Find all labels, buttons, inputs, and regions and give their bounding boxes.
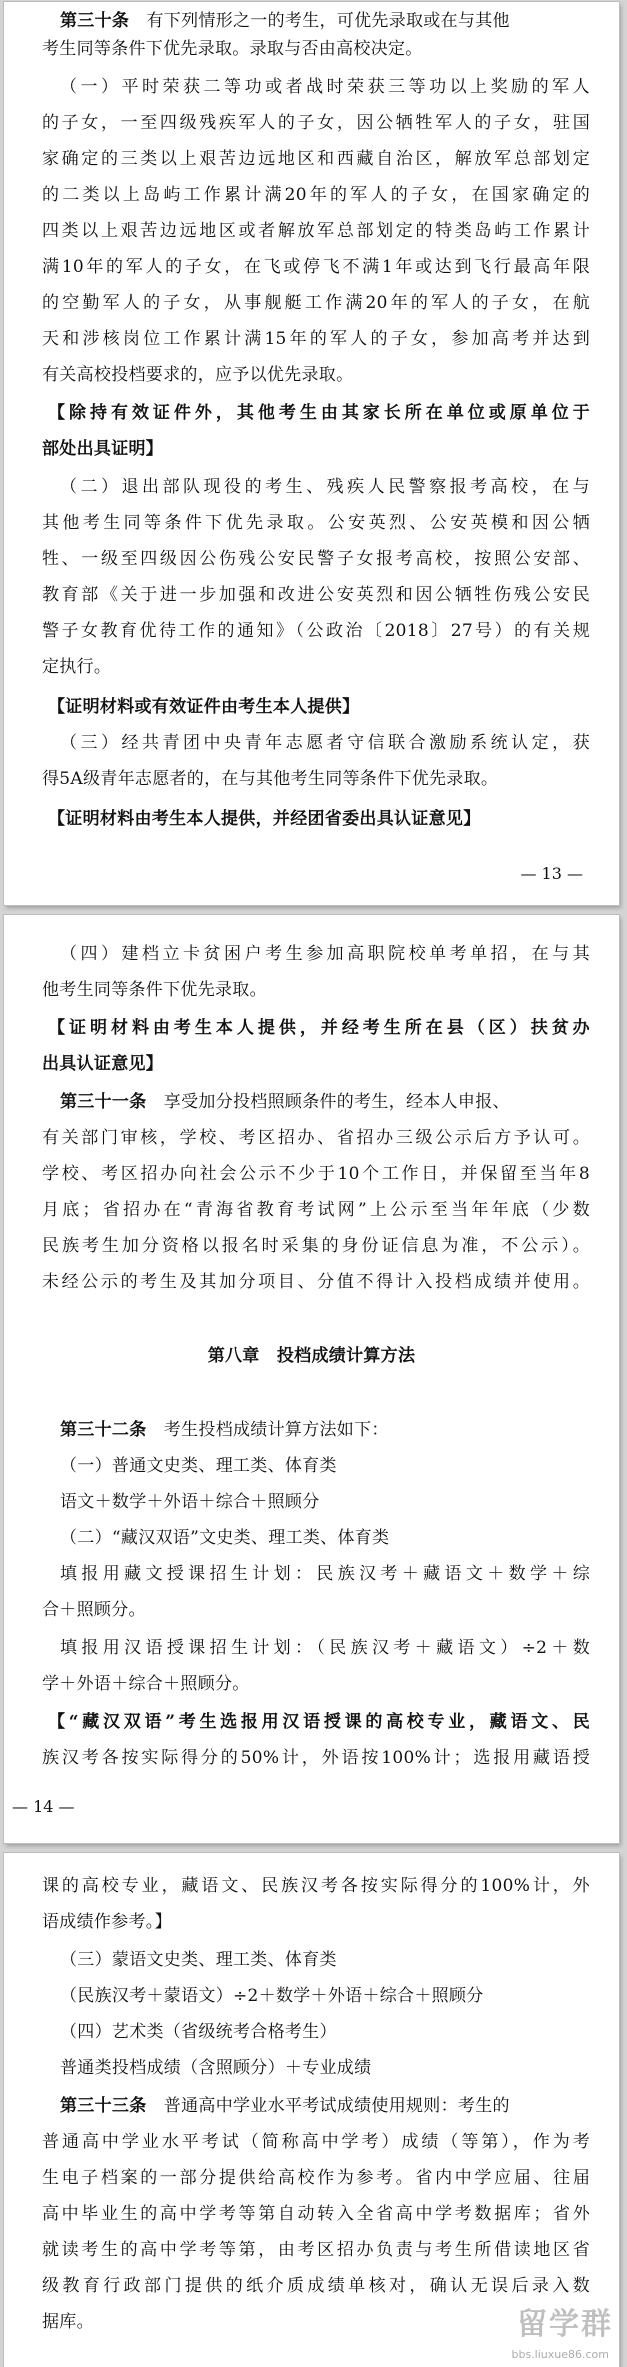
page-number: — 14 — bbox=[12, 1797, 75, 1816]
text-span: 享受加分投档照顾条件的考生，经本人申报、 bbox=[146, 1092, 510, 1112]
text-line: 他考生同等条件下优先录取。 bbox=[42, 980, 267, 1000]
text-line: 生电子档案的一部分提供给高校作为参考。省内中学应届、往届 bbox=[42, 2168, 590, 2188]
text-line: 警子女教育优待工作的通知》（公政治〔2018〕27号）的有关规 bbox=[42, 621, 590, 641]
document-page-13 bbox=[4, 2, 619, 905]
text-span: 有下列情形之一的考生，可优先录取或在与其他 bbox=[129, 11, 510, 31]
text-line: 族汉考各按实际得分的50%计，外语按100%计；选报用藏语授 bbox=[42, 1748, 590, 1768]
bracket-note: 【除持有效证件外，其他考生由其家长所在单位或原单位于 bbox=[48, 403, 590, 423]
text-line: （三）蒙语文史类、理工类、体育类 bbox=[60, 1950, 337, 1970]
article-31-label: 第三十一条 bbox=[60, 1092, 147, 1112]
text-line: 就读考生的高中学考等第，由考区招办负责与考生所借读地区省 bbox=[42, 2240, 590, 2260]
text-line: 未经公示的考生及其加分项目、分值不得计入投档成绩并使用。 bbox=[42, 1272, 590, 1292]
article-33-heading-line bbox=[60, 2095, 590, 2119]
text-line: 的子女，一至四级残疾军人的子女，因公牺牲军人的子女，驻国 bbox=[42, 113, 590, 133]
bracket-note: 【证明材料由考生本人提供，并经团省委出具认证意见】 bbox=[48, 809, 481, 829]
formula-line: 普通类投档成绩（含照顾分）＋专业成绩 bbox=[60, 2058, 372, 2078]
text-line: 定执行。 bbox=[42, 657, 112, 677]
article-33-label: 第三十三条 bbox=[60, 2096, 147, 2116]
formula-line: 语文＋数学＋外语＋综合＋照顾分 bbox=[60, 1492, 320, 1512]
text-line: 家确定的三类以上艰苦边远地区和西藏自治区，解放军总部划定 bbox=[42, 149, 590, 169]
text-span: 考生投档成绩计算方法如下： bbox=[146, 1420, 389, 1440]
text-line: 合＋照顾分。 bbox=[42, 1600, 146, 1620]
text-line: （四）艺术类（省级统考合格考生） bbox=[60, 2022, 337, 2042]
text-line: 填报用藏文授课招生计划：民族汉考＋藏语文＋数学＋综 bbox=[60, 1564, 590, 1584]
chapter-heading: 第八章 投档成绩计算方法 bbox=[207, 1346, 416, 1366]
bracket-note: 出具认证意见】 bbox=[42, 1054, 164, 1074]
article-30-heading-line bbox=[60, 10, 590, 34]
text-line: 得5A级青年志愿者的，在与其他考生同等条件下优先录取。 bbox=[42, 769, 499, 789]
text-line: （二）“藏汉双语”文史类、理工类、体育类 bbox=[60, 1528, 390, 1548]
text-line: （一）普通文史类、理工类、体育类 bbox=[60, 1456, 337, 1476]
text-line: （三）经共青团中央青年志愿者守信联合激励系统认定，获 bbox=[60, 733, 590, 753]
text-line: 考生同等条件下优先录取。录取与否由高校决定。 bbox=[42, 39, 423, 59]
text-line: 学＋外语＋综合＋照顾分。 bbox=[42, 1674, 250, 1694]
article-31-heading-line bbox=[60, 1091, 590, 1115]
text-line: 普通高中学业水平考试（简称高中学考）成绩（等第），作为考 bbox=[42, 2132, 590, 2152]
bracket-note: 部处出具证明】 bbox=[42, 439, 164, 459]
text-line: （四）建档立卡贫困户考生参加高职院校单考单招，在与其 bbox=[60, 944, 590, 964]
text-line: （二）退出部队现役的考生、残疾人民警察报考高校，在与 bbox=[60, 477, 590, 497]
text-line: 有关部门审核，学校、考区招办、省招办三级公示后方予认可。 bbox=[42, 1128, 590, 1148]
text-line: 民族考生加分资格以报名时采集的身份证信息为准，不公示）。 bbox=[42, 1236, 590, 1256]
text-line: 教育部《关于进一步加强和改进公安英烈和因公牺牲伤残公安民 bbox=[42, 585, 590, 605]
text-line: 语成绩作参考。】 bbox=[42, 1912, 172, 1932]
document-page-14 bbox=[4, 915, 619, 1843]
text-line: 月底；省招办在“青海省教育考试网”上公示至当年年底（少数 bbox=[42, 1200, 590, 1220]
text-line: 牲、一级至四级因公伤残公安民警子女报考高校，按照公安部、 bbox=[42, 549, 590, 569]
watermark-url: bbs.liuxue86.com bbox=[511, 2348, 609, 2361]
page-number: — 13 — bbox=[520, 864, 583, 883]
text-line: 的二类以上岛屿工作累计满20年的军人的子女，在国家确定的 bbox=[42, 185, 590, 205]
document-page-15 bbox=[4, 1853, 619, 2367]
text-line: 学校、考区招办向社会公示不少于10个工作日，并保留至当年8 bbox=[42, 1164, 590, 1184]
text-line: 填报用汉语授课招生计划：（民族汉考＋藏语文）÷2＋数 bbox=[60, 1638, 590, 1658]
text-line: 的空勤军人的子女，从事舰艇工作满20年的军人的子女，在航 bbox=[42, 293, 590, 313]
text-line: 四类以上艰苦边远地区或者解放军总部划定的特类岛屿工作累计 bbox=[42, 221, 590, 241]
bracket-note: 【证明材料或有效证件由考生本人提供】 bbox=[48, 697, 360, 717]
watermark-logo: 留学群 bbox=[517, 2307, 613, 2342]
text-line: 课的高校专业，藏语文、民族汉考各按实际得分的100%计，外 bbox=[42, 1876, 590, 1896]
article-32-label: 第三十二条 bbox=[60, 1420, 147, 1440]
formula-line: （民族汉考＋蒙语文）÷2＋数学＋外语＋综合＋照顾分 bbox=[60, 1986, 484, 2006]
article-30-label: 第三十条 bbox=[60, 11, 130, 31]
article-32-heading-line bbox=[60, 1419, 590, 1443]
text-line: （一）平时荣获二等功或者战时荣获三等功以上奖励的军人 bbox=[60, 77, 590, 97]
text-line: 天和涉核岗位工作累计满15年的军人的子女，参加高考并达到 bbox=[42, 329, 590, 349]
text-line: 级教育行政部门提供的纸介质成绩单核对，确认无误后录入数 bbox=[42, 2276, 590, 2296]
bracket-note: 【“藏汉双语”考生选报用汉语授课的高校专业，藏语文、民 bbox=[48, 1712, 590, 1732]
text-span: 普通高中学业水平考试成绩使用规则：考生的 bbox=[146, 2096, 510, 2116]
bracket-note: 【证明材料由考生本人提供，并经考生所在县（区）扶贫办 bbox=[48, 1018, 590, 1038]
text-line: 据库。 bbox=[42, 2312, 94, 2332]
text-line: 满10年的军人的子女，在飞或停飞不满1年或达到飞行最高年限 bbox=[42, 257, 590, 277]
text-line: 高中毕业生的高中学考等第自动转入全省高中学考数据库；省外 bbox=[42, 2204, 590, 2224]
text-line: 其他考生同等条件下优先录取。公安英烈、公安英模和因公牺 bbox=[42, 513, 590, 533]
site-watermark bbox=[463, 2299, 613, 2361]
text-line: 有关高校投档要求的，应予以优先录取。 bbox=[42, 365, 354, 385]
